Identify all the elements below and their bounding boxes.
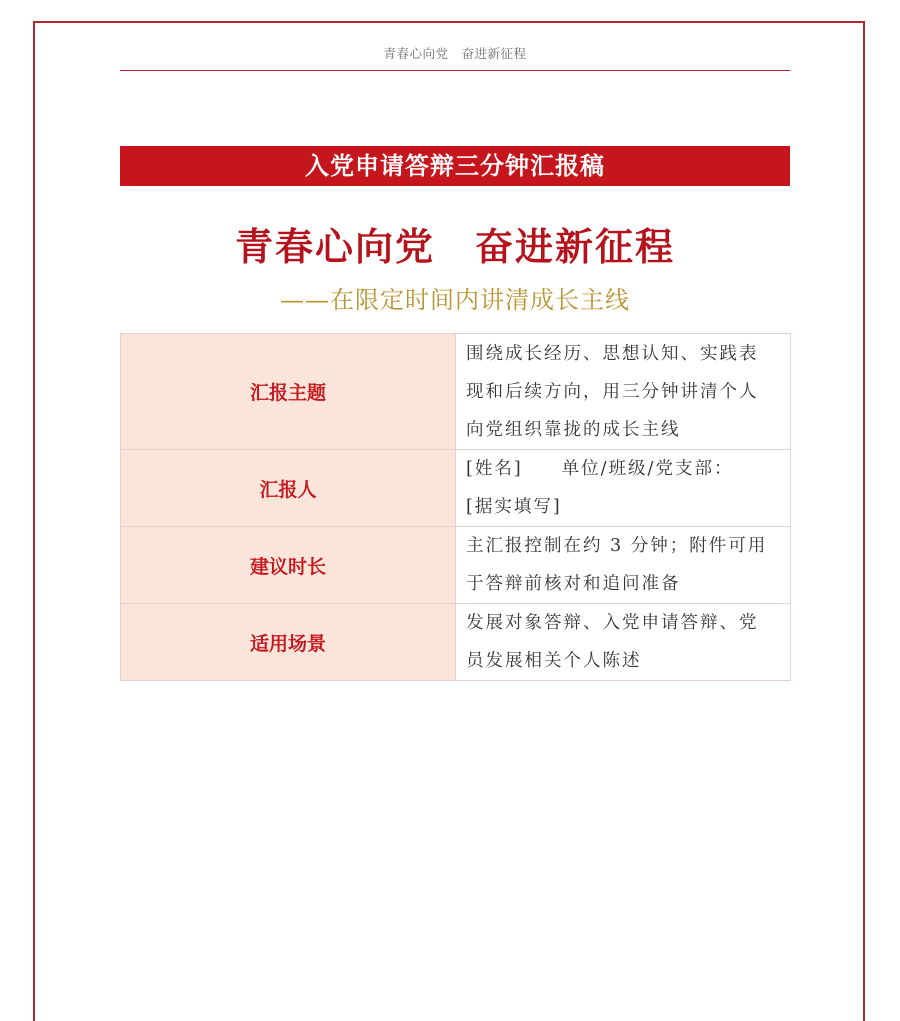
value-line: 围绕成长经历、思想认知、实践表	[466, 343, 759, 364]
main-title: 青春心向党 奋进新征程	[234, 225, 675, 269]
document-type-banner: 入党申请答辩三分钟汇报稿	[120, 146, 790, 186]
table-row	[121, 604, 791, 681]
table-row	[121, 450, 791, 527]
info-table	[120, 333, 791, 681]
value-line: 主汇报控制在约 3 分钟；附件可用	[466, 536, 768, 556]
table-row	[121, 334, 791, 450]
row-value-reporter	[456, 450, 791, 527]
row-key-duration: 建议时长	[121, 527, 456, 604]
value-line: 于答辩前核对和追问准备	[466, 574, 681, 594]
running-header: 青春心向党 奋进新征程	[383, 46, 527, 61]
value-line: 发展对象答辩、入党申请答辩、党	[466, 613, 759, 633]
row-value-duration	[456, 527, 791, 604]
value-line: [姓名] 单位/班级/党支部：	[466, 459, 734, 479]
row-key-scenario: 适用场景	[121, 604, 456, 681]
value-line: 员发展相关个人陈述	[466, 651, 642, 671]
value-line: 现和后续方向，用三分钟讲清个人	[466, 381, 759, 402]
header-rule	[120, 70, 790, 71]
table-row	[121, 527, 791, 604]
row-key-topic: 汇报主题	[121, 334, 456, 450]
value-line: 向党组织靠拢的成长主线	[466, 419, 681, 440]
row-value-topic	[456, 334, 791, 450]
value-line: [据实填写]	[466, 497, 562, 517]
row-value-scenario	[456, 604, 791, 681]
subtitle: ——在限定时间内讲清成长主线	[280, 286, 630, 314]
row-key-reporter: 汇报人	[121, 450, 456, 527]
